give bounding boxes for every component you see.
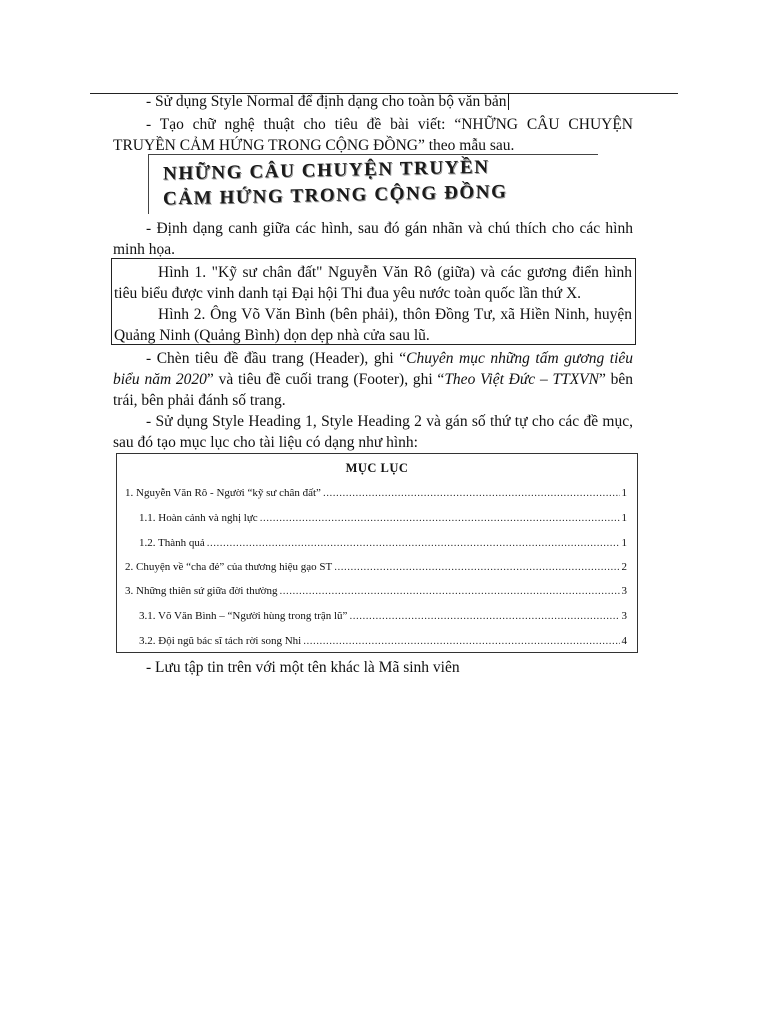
toc-leader-dots	[280, 584, 620, 598]
wordart-title[interactable]	[148, 154, 598, 214]
toc-leader-dots	[323, 486, 620, 500]
p4-text-e: ” bên trái, bên phải đánh số trang.	[113, 371, 634, 409]
instruction-style-normal	[113, 91, 633, 112]
table-of-contents	[116, 453, 638, 653]
wordart-line-2: CẢM HỨNG TRONG CỘNG ĐỒNG	[163, 181, 508, 210]
wordart-line-1: NHỮNG CÂU CHUYỆN TRUYỀN	[163, 156, 490, 185]
toc-entry-text: 1.2. Thành quả	[139, 537, 205, 549]
instruction-header-footer	[113, 348, 633, 411]
toc-entry-page: 1	[621, 487, 627, 499]
text-cursor: - Sử dụng Style Normal để định dạng cho toàn bộ văn bản	[146, 93, 507, 110]
caption-figure-1: Hình 1. "Kỹ sư chân đất" Nguyễn Văn Rô (giữa) và các gương điển hình tiêu biểu được vinh danh tại Đại hội Thi đua yêu nước toàn quốc lần thứ X.	[114, 264, 632, 302]
toc-entry-text: 3. Những thiên sứ giữa đời thường	[125, 585, 278, 597]
toc-entry[interactable]	[125, 486, 627, 500]
toc-entry[interactable]	[139, 511, 627, 525]
toc-entry-text: 3.2. Đội ngũ bác sĩ tách rời song Nhi	[139, 635, 302, 647]
toc-entry-page: 1	[621, 537, 627, 549]
toc-entry-page: 3	[621, 585, 627, 597]
toc-entry-text: 1.1. Hoàn cảnh và nghị lực	[139, 512, 258, 524]
toc-entry[interactable]	[125, 560, 627, 574]
toc-leader-dots	[303, 634, 619, 648]
toc-entry-page: 3	[621, 610, 627, 622]
toc-entry-text: 2. Chuyện về “cha đẻ” của thương hiệu gạo ST	[125, 561, 333, 573]
toc-entry[interactable]	[139, 536, 627, 550]
p4-text-a: - Chèn tiêu đề đầu trang (Header), ghi “	[146, 350, 407, 367]
toc-entry-text: 1. Nguyễn Văn Rô - Người “kỹ sư chân đất”	[125, 487, 321, 499]
toc-entry-page: 1	[621, 512, 627, 524]
instruction-save-file: - Lưu tập tin trên với một tên khác là Mã sinh viên	[146, 659, 460, 676]
toc-leader-dots	[260, 511, 620, 525]
toc-entry[interactable]	[139, 634, 627, 648]
toc-entry[interactable]	[125, 584, 627, 598]
caption-box	[111, 258, 636, 345]
toc-entry-page: 4	[621, 635, 627, 647]
toc-leader-dots	[334, 560, 619, 574]
instruction-captions: - Định dạng canh giữa các hình, sau đó gán nhãn và chú thích cho các hình minh họa.	[113, 220, 633, 258]
instruction-wordart: - Tạo chữ nghệ thuật cho tiêu đề bài viết: “NHỮNG CÂU CHUYỆN TRUYỀN CẢM HỨNG TRONG CỘNG ĐỒNG” theo mẫu sau.	[113, 116, 633, 154]
toc-entry-page: 2	[621, 561, 627, 573]
toc-entry-text: 3.1. Võ Văn Bình – “Người hùng trong trận lũ”	[139, 610, 348, 622]
header-text: Chuyên mục những tấm gương tiêu biểu năm 2020	[113, 350, 634, 388]
caption-figure-2: Hình 2. Ông Võ Văn Bình (bên phải), thôn Đồng Tư, xã Hiền Ninh, huyện Quảng Ninh (Quảng Bình) dọn dẹp nhà cửa sau lũ.	[114, 306, 632, 344]
toc-leader-dots	[207, 536, 620, 550]
toc-title: MỤC LỤC	[345, 461, 409, 475]
footer-text: Theo Việt Đức – TTXVN	[444, 371, 599, 388]
toc-entry[interactable]	[139, 609, 627, 623]
p4-text-c: ” và tiêu đề cuối trang (Footer), ghi “	[206, 371, 445, 388]
toc-leader-dots	[349, 609, 619, 623]
instruction-headings-toc: - Sử dụng Style Heading 1, Style Heading 2 và gán số thứ tự cho các đề mục, sau đó tạo mục lục cho tài liệu có dạng như hình:	[113, 413, 633, 451]
